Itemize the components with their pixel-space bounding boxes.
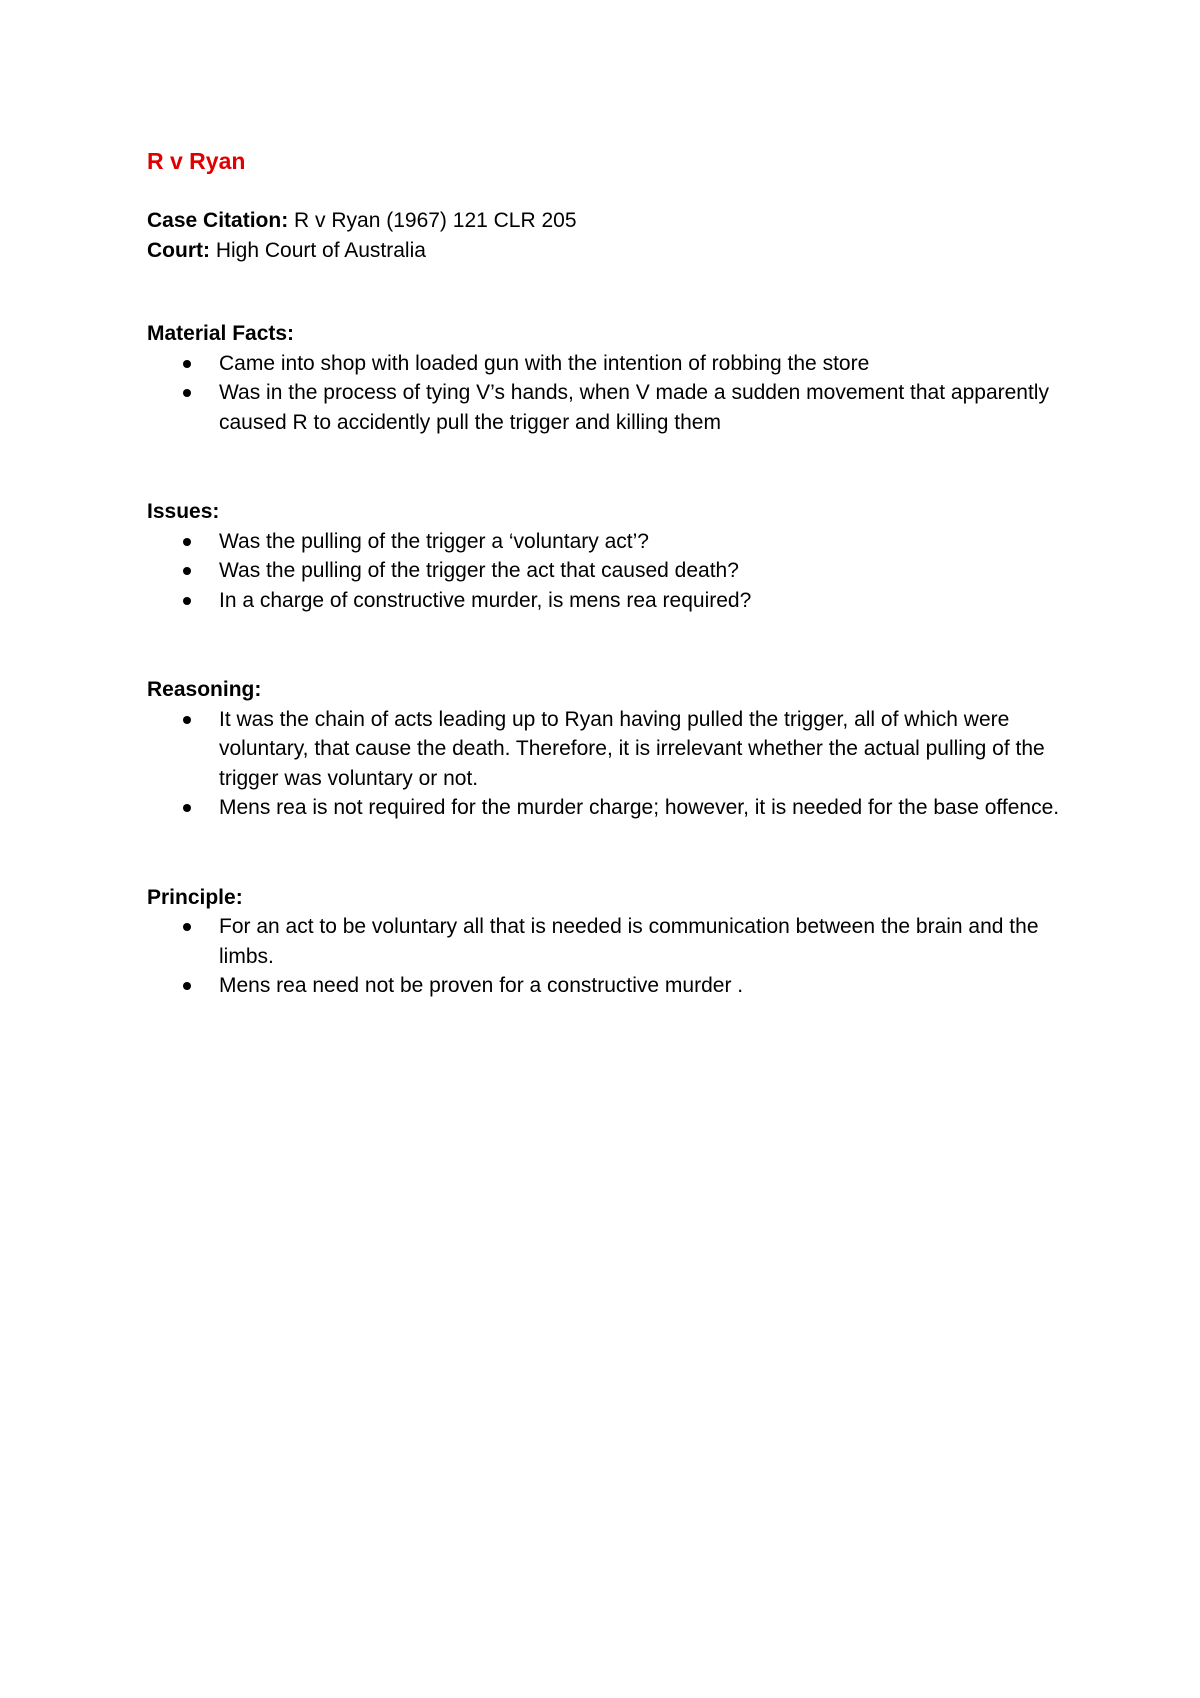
bullet-list-reasoning [147, 705, 1067, 823]
list-item-text: Was the pulling of the trigger a ‘voluntary act’? [219, 529, 649, 553]
list-item [147, 349, 1067, 379]
list-item-text: In a charge of constructive murder, is mens rea required? [219, 588, 752, 612]
section-material-facts [147, 319, 1067, 437]
list-item [147, 586, 1067, 616]
section-reasoning [147, 675, 1067, 823]
list-item-text: Mens rea is not required for the murder charge; however, it is needed for the base offence. [219, 796, 1060, 819]
list-item [147, 971, 1067, 1001]
bullet-list-material-facts [147, 349, 1067, 438]
list-item [147, 793, 1067, 823]
court-value: High Court of Australia [215, 238, 426, 262]
list-item [147, 527, 1067, 557]
section-issues [147, 497, 1067, 615]
list-item-text: Was the pulling of the trigger the act that caused death? [219, 559, 739, 582]
bullet-icon [183, 360, 191, 368]
section-heading-reasoning: Reasoning: [147, 678, 262, 701]
bullet-icon [183, 597, 191, 605]
court-line [147, 236, 1067, 266]
list-item-text: For an act to be voluntary all that is needed is communication between the brain and the limbs. [219, 915, 1039, 968]
list-item [147, 705, 1067, 794]
case-citation-line [147, 206, 1067, 236]
section-principle [147, 883, 1067, 1001]
list-item [147, 378, 1067, 437]
section-heading-issues: Issues: [147, 500, 220, 523]
bullet-icon [183, 538, 191, 546]
page-title: R v Ryan [147, 148, 246, 174]
section-heading-principle: Principle: [147, 885, 243, 909]
bullet-icon [183, 389, 191, 397]
bullet-icon [183, 804, 191, 812]
bullet-icon [183, 923, 191, 931]
bullet-icon [183, 716, 191, 724]
list-item [147, 912, 1067, 971]
section-heading-material-facts: Material Facts: [147, 322, 295, 345]
bullet-list-issues [147, 527, 1067, 616]
court-label: Court: [147, 238, 210, 262]
list-item-text: It was the chain of acts leading up to Ryan having pulled the trigger, all of which were voluntary, that cause the death. Therefore, it is irrelevant whether the actual pulling of the trigger was voluntary or not. [219, 707, 1045, 790]
list-item-text: Mens rea need not be proven for a constructive murder . [219, 974, 744, 997]
list-item [147, 556, 1067, 586]
list-item-text: Was in the process of tying V’s hands, when V made a sudden movement that apparently caused R to accidently pull the trigger and killing them [219, 381, 1049, 434]
bullet-icon [183, 982, 191, 990]
bullet-list-principle [147, 912, 1067, 1001]
case-citation-label: Case Citation: [147, 209, 289, 232]
bullet-icon [183, 567, 191, 575]
case-citation-value: R v Ryan (1967) 121 CLR 205 [294, 209, 577, 232]
list-item-text: Came into shop with loaded gun with the intention of robbing the store [219, 351, 870, 375]
document-content [147, 146, 1067, 1001]
